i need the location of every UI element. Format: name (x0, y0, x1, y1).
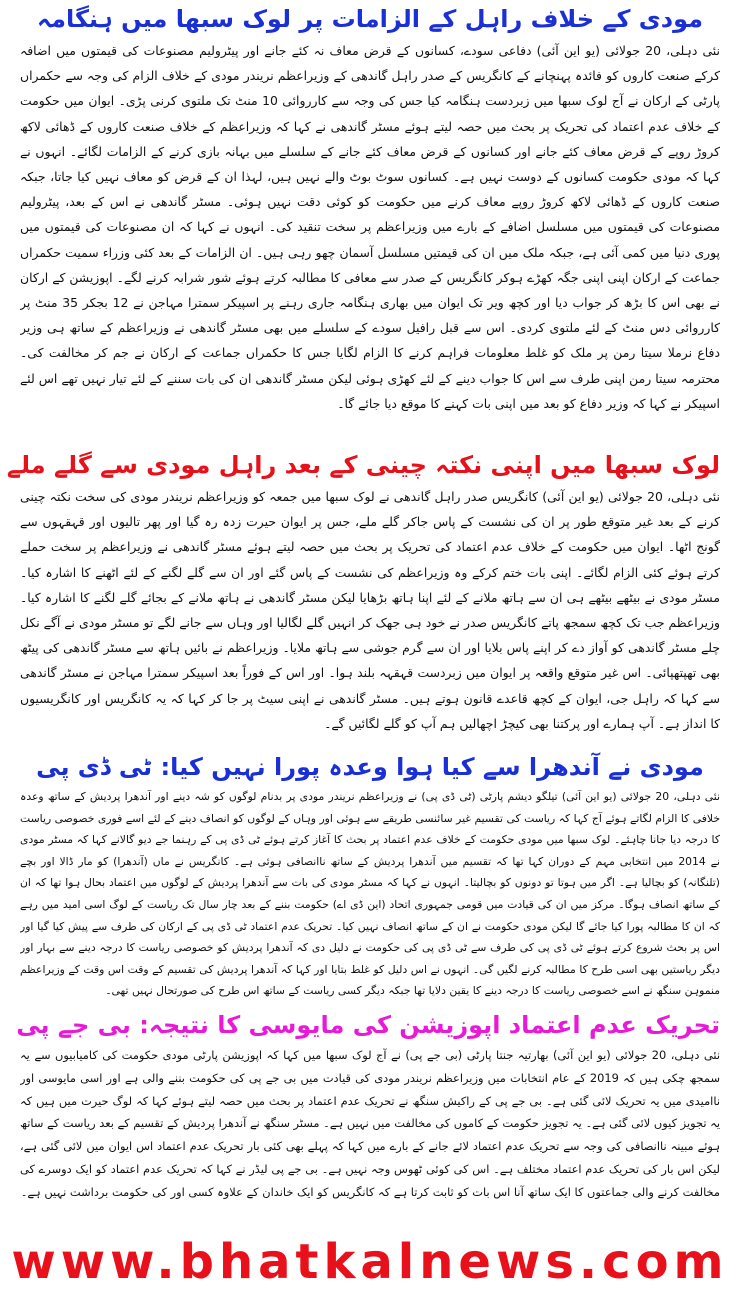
article-3-body: نئی دہلی، 20 جولائی (یو این آئی) تیلگو دیشم پارٹی (ٹی ڈی پی) نے وزیراعظم نریندر مودی پر بدنام لوگوں کو شہ دینے اور آندھرا پردیش کے ساتھ وعدہ خلافی کا الزام لگاتے ہوئے آج کہا کہ ریاست کی تقسیم غیر سائنسی طریقے سے ہوئی اور وہاں کے لوگوں کو انصاف دینے کے لئے اسے فوری خصوصی ریاست کا درجہ دیا جانا چاہئے۔ لوک سبھا میں مودی حکومت کے خلاف عدم اعتماد پر بحث کا آغاز کرتے ہوئے ٹی ڈی پی کے رہنما جے دیو گالانے کہا کہ مسٹر مودی نے 2014 میں انتخابی مہم کے دوران کہا تھا کہ تقسیم میں آندھرا پردیش کے ساتھ ناانصافی ہوئی ہے۔ کانگریس نے ماں (آندھرا) کو مار ڈالا اور بچے (تلنگانہ) کو بچالیا ہے۔ اگر میں ہوتا تو دونوں کو بچالیتا۔ انہوں نے کہا کہ مسٹر مودی کی بات سے آندھرا پردیش کے لوگوں میں اعتماد بحال ہوا تھا کہ ان کے ساتھ انصاف ہوگا۔ مرکز میں ان کی قیادت میں قومی جمہوری اتحاد (این ڈی اے) حکومت بننے کے بعد چار سال تک ریاست کے لوگ اسی امید میں رہے کہ ان کا مطالبہ پورا کیا جائے گا لیکن مودی حکومت نے ان کے ساتھ انصاف نہیں کیا۔ تحریک عدم اعتماد ٹی ڈی پی کے ارکان کی طرف سے پیش کیا گیا اور اس پر بحث شروع کرتے ہوئے ٹی ڈی پی کی طرف سے ٹی ڈی پی کی حکومت نے دلیل دی کہ آندھرا پردیش کو خصوصی ریاست کا درجہ دینے سے بہار اور دیگر ریاستیں بھی اسی طرح کا مطالبہ کرنے لگیں گی۔ انہوں نے اس دلیل کو غلط بتایا اور کہا کہ آندھرا پردیش کی تقسیم کے وقت اس وقت کے وزیراعظم منموہن سنگھ نے اسے خصوصی ریاست کا درجہ دینے کا یقین دلایا تھا جبکہ دیگر کسی ریاست کے ساتھ اس طرح کی صورتحال نہیں تھی۔ (20, 790, 720, 998)
article-2 (6, 450, 720, 750)
article-4-body: نئی دہلی، 20 جولائی (یو این آئی) بھارتیہ جنتا پارٹی (بی جے پی) نے آج لوک سبھا میں کہا کہ اپوزیشن پارٹی مودی حکومت کی کامیابیوں سے یہ سمجھ چکی ہیں کہ 2019 کے عام انتخابات میں وزیراعظم نریندر مودی کی قیادت میں بی جے پی کی حکومت بننے والی ہے اور اسی مایوسی اور ناامیدی میں یہ تحریک لائی گئی ہے۔ بی جے پی کے راکیش سنگھ نے تحریک عدم اعتماد پر بحث میں حصہ لیتے ہوئے کہا کہ لوگ حیرت میں ہیں کہ یہ تجویز کیوں لائی گئی ہے۔ یہ تجویز حکومت کے کاموں کی مخالفت میں نہیں ہے۔ مسٹر سنگھ نے آندھرا پردیش کے تقسیم کے بعد ریاست کے ساتھ ہوئے مبینہ ناانصافی کی وجہ سے تحریک عدم اعتماد لائے جانے کے بارے میں کہا کہ پہلے بھی کئی بار تحریک عدم اعتماد اس ایوان میں لائی گئی ہے، لیکن اس بار کی تحریک عدم اعتماد مختلف ہے۔ اس کی کوئی ٹھوس وجہ نہیں ہے۔ بی جے پی لیڈر نے کہا کہ تحریک عدم اعتماد کو ایک دوسرے کی مخالفت کرنے والی جماعتوں کا ایک ساتھ آنا اس بات کو ثابت کرتا ہے کہ کانگریس کو ایک خاندان کے علاوہ کسی اور کی حکومت برداشت نہیں ہے۔ (20, 1048, 720, 1199)
article-2-body: نئی دہلی، 20 جولائی (یو این آئی) کانگریس صدر راہل گاندھی نے لوک سبھا میں جمعہ کو وزیراعظم نریندر مودی کی سخت نکتہ چینی کرنے کے بعد غیر متوقع طور پر ان کی نشست کے پاس جاکر گلے ملے، جس پر ایوان حیرت زدہ رہ گیا اور پھر تالیوں اور قہقہوں سے گونج اٹھا۔ ایوان میں حکومت کے خلاف عدم اعتماد کی تحریک پر بحث میں حصہ لیتے ہوئے مسٹر گاندھی نے وزیراعظم پر سخت حملے کرتے ہوئے کئی الزام لگائے۔ اپنی بات ختم کرکے وہ وزیراعظم کی نشست کے پاس گئے اور ان سے گلے لگنے کے لئے اٹھنے کا اشارہ کیا۔ مسٹر مودی نے بیٹھے بیٹھے ہی ان سے ہاتھ ملانے کے لئے اپنا ہاتھ بڑھایا لیکن مسٹر گاندھی نے ہاتھ ملانے کے بجائے گلے لگنے کا اشارہ کیا۔ وزیراعظم جب تک کچھ سمجھ پاتے کانگریس صدر نے خود ہی جھک کر انہیں گلے لگالیا اور وہاں سے جانے لگے تو مسٹر مودی نے آگے نکل چلے مسٹر گاندھی کو آواز دے کر اپنے پاس بلایا اور ان سے گرم جوشی سے ہاتھ ملایا۔ وزیراعظم نے بائیں ہاتھ سے مسٹر گاندھی کی پیٹھ بھی تھپتھپائی۔ اس غیر متوقع واقعہ پر ایوان میں زبردست قہقہہ بلند ہوا۔ اور اس کے فوراً بعد اسپیکر سمترا مہاجن نے مسٹر گاندھی سے کہا کہ راہل جی، ایوان کے کچھ قاعدے قانون ہوتے ہیں۔ مسٹر گاندھی نے اپنی سیٹ پر جا کر کہا کہ یہ کانگریس اور کانگریسیوں کا انداز ہے۔ آپ ہمارے اور پرکتنا بھی کیچڑ اچھالیں ہم آپ کو گلے لگائیں گے۔ (20, 489, 720, 731)
website-footer-link[interactable]: www.bhatkalnews.com (11, 1234, 729, 1290)
article-4-headline: تحریک عدم اعتماد اپوزیشن کی مایوسی کا نتیجہ: بی جے پی (16, 1011, 720, 1039)
article-1 (20, 4, 720, 448)
article-2-headline: لوک سبھا میں اپنی نکتہ چینی کے بعد راہل مودی سے گلے ملے (6, 451, 720, 479)
article-3 (20, 752, 720, 1008)
article-1-body: نئی دہلی، 20 جولائی (یو این آئی) دفاعی سودے، کسانوں کے قرض معاف نہ کئے جانے اور پیٹرولیم مصنوعات کی قیمتوں میں اضافہ کرکے صنعت کاروں کو فائدہ پہنچانے کے کانگریس کے صدر راہل گاندھی کے وزیراعظم نریندر مودی کے خلاف الزام کی وجہ سے حکمراں پارٹی کے ارکان نے آج لوک سبھا میں زبردست ہنگامہ کیا جس کی وجہ سے کارروائی 10 منٹ تک ملتوی کرنی پڑی۔ ایوان میں حکومت کے خلاف عدم اعتماد کی تحریک پر بحث میں حصہ لیتے ہوئے مسٹر گاندھی نے کہا کہ وزیراعظم کے خلاف صنعت کاروں کے ڈھائی لاکھ کروڑ روپے کے قرض معاف کئے جانے اور کسانوں کے قرض معاف کئے جانے کے سلسلے میں بہانہ بازی کرنے کے الزامات لگائے۔ انہوں نے کہا کہ مودی حکومت کسانوں کے دوست نہیں ہے۔ کسانوں سوٹ بوٹ والے نہیں ہیں، لہذا ان کے قرض کو معاف نہیں کیا جاتا، جبکہ صنعت کاروں کے ڈھائی لاکھ کروڑ روپے معاف کرنے میں حکومت کو کوئی دقت نہیں ہوئی۔ مسٹر گاندھی نے اس کے بعد، پیٹرولیم مصنوعات کی قیمتوں میں مسلسل اضافے کے بارے میں وزیراعظم پر سخت تنقید کی۔ انہوں نے کہا کہ ان مصنوعات کی قیمتوں میں پوری دنیا میں کمی آئی ہے، جبکہ ملک میں ان کی قیمتیں مسلسل آسمان چھو رہی ہیں۔ ان الزامات کے بعد کئی وزراء سمیت حکمراں جماعت کے ارکان اپنی اپنی جگہ کھڑے ہوکر کانگریس کے صدر سے معافی کا مطالبہ کرتے ہوئے شور شرابہ کرنے لگے۔ اپوزیشن کے ارکان نے بھی اس کا بڑھ کر جواب دیا اور کچھ ویر تک ایوان میں بھاری ہنگامہ جاری رہنے پر اسپیکر سمترا مہاجن نے 12 بجکر 35 منٹ پر کارروائی دس منٹ کے لئے ملتوی کردی۔ اس سے قبل رافیل سودے کے سلسلے میں بھی مسٹر گاندھی نے وزیراعظم کے ساتھ ہی وزیر دفاع نرملا سیتا رمن پر ملک کو غلط معلومات فراہم کرنے کا الزام لگایا جس کا حکمراں جماعت کے ارکان نے جم کر مخالفت کی۔ محترمہ سیتا رمن اپنی طرف سے اس کا جواب دینے کے لئے کھڑی ہوئی لیکن مسٹر گاندھی ان کی بات سننے کے لئے تیار نہیں تھے اس لئے اسپیکر نے کہا کہ وزیر دفاع کو بعد میں اپنی بات کہنے کا موقع دیا جائے گا۔ (20, 43, 720, 411)
article-1-headline: مودی کے خلاف راہل کے الزامات پر لوک سبھا میں ہنگامہ (37, 5, 703, 33)
article-4 (16, 1010, 720, 1226)
article-3-headline: مودی نے آندھرا سے کیا ہوا وعدہ پورا نہیں کیا: ٹی ڈی پی (36, 753, 704, 781)
